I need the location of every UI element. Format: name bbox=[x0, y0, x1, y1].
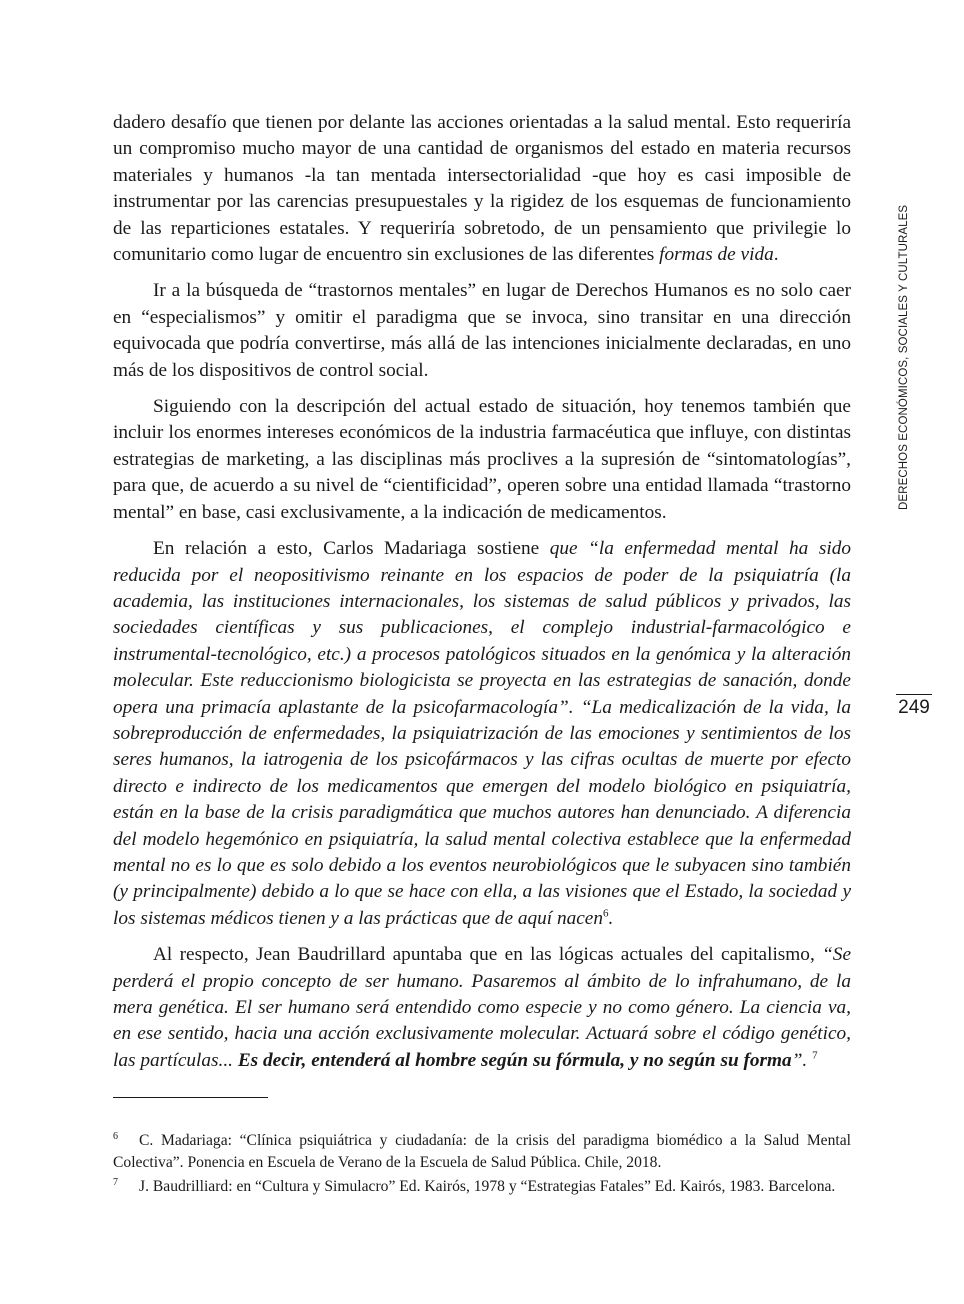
paragraph-5 bbox=[113, 942, 851, 1074]
footnote-reference-6[interactable]: 6 bbox=[602, 907, 609, 920]
running-section-title: DERECHOS ECONÓMICOS, SOCIALES Y CULTURALES bbox=[898, 204, 910, 510]
page-number: 249 bbox=[898, 697, 930, 718]
page-number-rule bbox=[896, 694, 932, 695]
footnote-divider bbox=[113, 1097, 268, 1098]
footnote-7: 7 J. Baudrilliard: en “Cultura y Simulacro” Ed. Kairós, 1978 y “Estrategias Fatales” Ed. Kairós, 1983. Barcelona. bbox=[113, 1176, 836, 1195]
paragraph-text: Siguiendo con la descripción del actual estado de situación, hoy tenemos también que incluir los enormes intereses económicos de la industria farmacéutica que influye, con distintas estrategias de marketing, a las disciplinas más proclives a la supresión de “sintomatologías”, para que, de acuerdo a su nivel de “cientificidad”, operen sobre una entidad llamada “trastorno mental” en base, casi exclusivamente, a la indicación de medicamentos. bbox=[113, 396, 851, 523]
footnotes bbox=[113, 1130, 851, 1200]
footnote-text: C. Madariaga: “Clínica psiquiátrica y ciudadanía: de la crisis del paradigma biomédico a la Salud Mental Colectiva”. Ponencia en Escuela de Verano de la Escuela de Salud Pública. Chile, 2018. bbox=[113, 1132, 851, 1171]
paragraph-2 bbox=[113, 278, 851, 384]
paragraph-4 bbox=[113, 536, 851, 932]
bold-quote-text: Es decir, entenderá al hombre según su fórmula, y no según su forma bbox=[237, 1049, 792, 1071]
paragraph-text: dadero desafío que tienen por delante las acciones orientadas a la salud mental. Esto requeriría un compromiso mucho mayor de una cantidad de organismos del estado en materia recursos materiales y humanos -la tan mentada intersectorialidad -que hoy es casi imposible de instrumentar por las carencias presupuestales y la rigidez de los esquemas de funcionamiento de las reparticiones estatales. Y requeriría sobretodo, de un pensamiento que privilegie lo comunitario como lugar de encuentro sin exclusiones de las diferentes bbox=[113, 112, 851, 266]
quote-text: “Se perderá el propio concepto de ser humano. Pasaremos al ámbito de lo infrahumano, de la mera genética. El ser humano será entendido como especie y no como género. La ciencia va, en ese sentido, hacia una acción exclusivamente molecular. Actuará sobre el código genético, las partículas... bbox=[113, 944, 851, 1071]
paragraph-text: En relación a esto, Carlos Madariaga sostiene bbox=[153, 538, 550, 560]
italic-text: formas de vida bbox=[659, 244, 774, 266]
paragraph-3 bbox=[113, 394, 851, 526]
footnote-text: J. Baudrilliard: en “Cultura y Simulacro” Ed. Kairós, 1978 y “Estrategias Fatales” Ed. Kairós, 1983. Barcelona. bbox=[139, 1178, 836, 1195]
paragraph-text: Al respecto, Jean Baudrillard apuntaba que en las lógicas actuales del capitalismo, bbox=[153, 944, 823, 966]
italic-text: . bbox=[608, 907, 614, 929]
footnote-6: 6 C. Madariaga: “Clínica psiquiátrica y ciudadanía: de la crisis del paradigma biomédico a la Salud Mental Colectiva”. Ponencia en Escuela de Verano de la Escuela de Salud Pública. Chile, 2018. bbox=[113, 1130, 851, 1171]
paragraph-text: . bbox=[773, 244, 779, 266]
footnote-reference-7[interactable]: 7 bbox=[812, 1049, 818, 1062]
italic-text: ”. bbox=[791, 1049, 808, 1071]
paragraph-1 bbox=[113, 110, 851, 268]
paragraph-text: Ir a la búsqueda de “trastornos mentales” en lugar de Derechos Humanos es no solo caer en “especialismos” y omitir el paradigma que se invoca, sino transitar en una dirección equivocada que podría convertirse, más allá de las intenciones inicialmente declaradas, en uno más de los dispositivos de control social. bbox=[113, 280, 851, 381]
body-text bbox=[113, 110, 851, 1084]
quote-text: que “la enfermedad mental ha sido reducida por el neopositivismo reinante en los espacios de poder de la psiquiatría (la academia, las instituciones internacionales, los sistemas de salud públicos y privados, las sociedades científicas y sus publicaciones, el complejo industrial-farmacológico e instrumental-tecnológico, etc.) a procesos patológicos situados en la genómica y la alteración molecular. Este reduccionismo biologicista se proyecta en las estrategias de sanación, donde opera una primacía aplastante de la psicofarmacología”. “La medicalización de la vida, la sobreproducción de enfermedades, la psiquiatrización de las emociones y sentimientos de los seres humanos, la iatrogenia de los psicofármacos y las cifras ocultas de muerte por efecto directo e indirecto de los medicamentos que emergen del modelo biológico en psiquiatría, están en la base de la crisis paradigmática que muchos autores han denunciado. A diferencia del modelo hegemónico en psiquiatría, la salud mental colectiva establece que la enfermedad mental no es lo que es solo debido a los eventos neurobiológicos que le subyacen sino también (y principalmente) debido a lo que se hace con ella, a las visiones que el Estado, la sociedad y los sistemas médicos tienen y a las prácticas que de aquí nacen bbox=[113, 538, 851, 929]
